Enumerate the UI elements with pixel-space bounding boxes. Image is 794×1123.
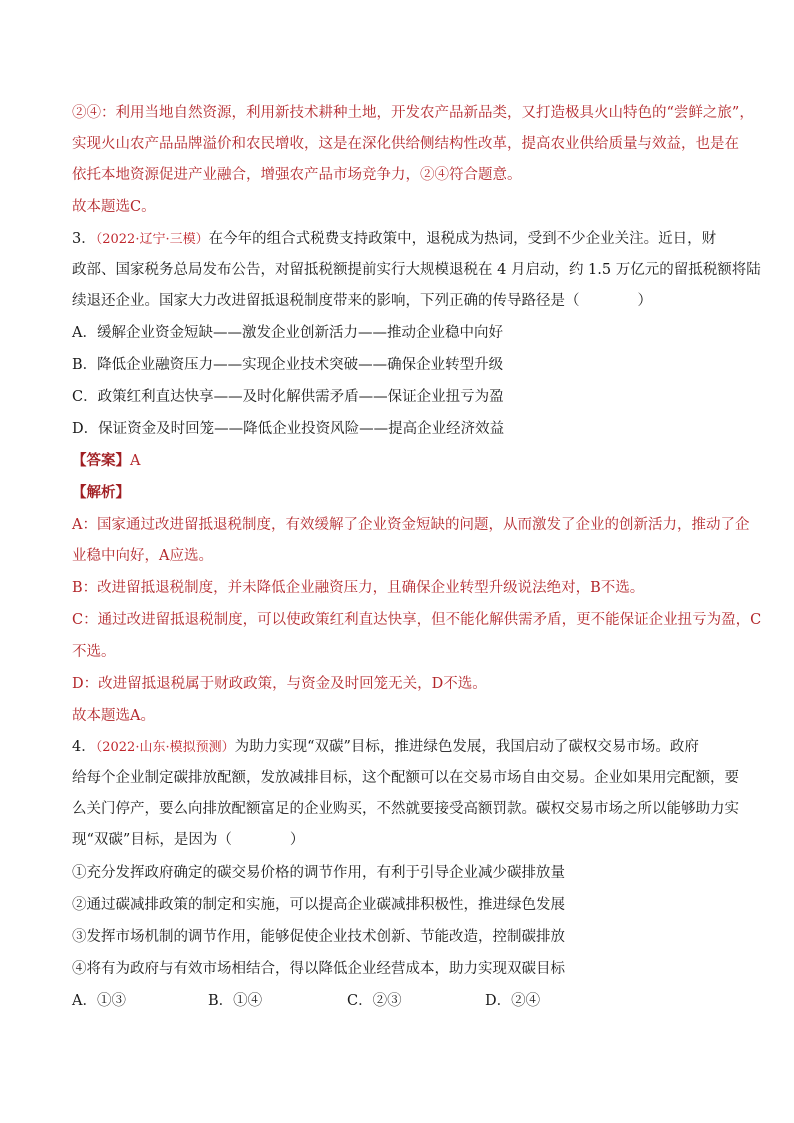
q4-stem-line-2: 给每个企业制定碳排放配额，发放减排目标，这个配额可以在交易市场自由交易。企业如果用完配额，要 — [72, 770, 739, 786]
q3-analysis-b: B：改进留抵退税制度，并未降低企业融资压力，且确保企业转型升级说法绝对，B不选。 — [72, 580, 645, 596]
q4-statement-4: ④将有为政府与有效市场相结合，得以降低企业经营成本，助力实现双碳目标 — [72, 961, 565, 977]
q3-option-a: A．缓解企业资金短缺——激发企业创新活力——推动企业稳中向好 — [72, 325, 503, 341]
q3-analysis-d: D：改进留抵退税属于财政政策，与资金及时回笼无关，D不选。 — [72, 676, 487, 692]
q3-option-b: B．降低企业融资压力——实现企业技术突破——确保企业转型升级 — [72, 357, 504, 373]
prev-analysis-line-2: 实现火山农产品品牌溢价和农民增收，这是在深化供给侧结构性改革，提高农业供给质量与效益，也是在 — [72, 136, 739, 152]
q4-stem-line-1 — [72, 736, 699, 759]
q4-source: （2022·山东·模拟预测） — [95, 740, 235, 755]
prev-analysis-line-3: 依托本地资源促进产业融合，增强农产品市场竞争力，②④符合题意。 — [72, 167, 522, 183]
prev-analysis-line-1: ②④：利用当地自然资源，利用新技术耕种土地，开发农产品新品类，又打造极具火山特色的“尝鲜之旅”， — [72, 105, 754, 121]
q4-option-d: D．②④ — [485, 993, 541, 1009]
q3-stem-text: 在今年的组合式税费支持政策中，退税成为热词，受到不少企业关注。近日，财 — [208, 231, 717, 247]
answer-value: A — [130, 453, 141, 469]
q4-option-c: C．②③ — [347, 993, 402, 1009]
q3-number: 3． — [72, 231, 96, 247]
q3-stem-line-2: 政部、国家税务总局发布公告，对留抵税额提前实行大规模退税在 4 月启动，约 1.5 万亿元的留抵税额将陆 — [72, 262, 761, 278]
answer-label: 【答案】 — [72, 452, 130, 469]
q3-stem-line-1 — [72, 228, 716, 251]
q4-option-b: B．①④ — [208, 993, 263, 1009]
q3-option-d: D．保证资金及时回笼——降低企业投资风险——提高企业经济效益 — [72, 421, 505, 437]
q4-stem-line-4: 现“双碳”目标，是因为（ ） — [72, 832, 305, 848]
q3-conclusion: 故本题选A。 — [72, 708, 155, 724]
q3-analysis-c-line-2: 不选。 — [72, 644, 116, 660]
q4-statement-3: ③发挥市场机制的调节作用，能够促使企业技术创新、节能改造，控制碳排放 — [72, 929, 565, 945]
q3-option-c: C．政策红利直达快享——及时化解供需矛盾——保证企业扭亏为盈 — [72, 389, 504, 405]
q4-stem-line-3: 么关门停产，要么向排放配额富足的企业购买，不然就要接受高额罚款。碳权交易市场之所以能够助力实 — [72, 801, 739, 817]
q3-stem-line-3: 续退还企业。国家大力改进留抵退税制度带来的影响，下列正确的传导路径是（ ） — [72, 293, 652, 309]
q3-analysis-c-line-1: C：通过改进留抵退税制度，可以使政策红利直达快享，但不能化解供需矛盾，更不能保证企业扭亏为盈，C — [72, 612, 762, 628]
q4-option-a: A．①③ — [72, 993, 126, 1009]
q4-statement-1: ①充分发挥政府确定的碳交易价格的调节作用，有利于引导企业减少碳排放量 — [72, 865, 565, 881]
q4-number: 4． — [72, 739, 96, 755]
q4-stem-text: 为助力实现“双碳”目标，推进绿色发展，我国启动了碳权交易市场。政府 — [234, 739, 699, 755]
analysis-label: 【解析】 — [72, 484, 130, 501]
q3-analysis-a-line-2: 业稳中向好，A应选。 — [72, 548, 213, 564]
q3-analysis-a-line-1: A：国家通过改进留抵退税制度，有效缓解了企业资金短缺的问题，从而激发了企业的创新活力，推动了企 — [72, 517, 750, 533]
q3-source: （2022·辽宁·三模） — [95, 232, 209, 247]
q4-statement-2: ②通过碳减排政策的制定和实施，可以提高企业碳减排积极性，推进绿色发展 — [72, 897, 565, 913]
prev-conclusion: 故本题选C。 — [72, 199, 156, 215]
q3-answer — [72, 450, 140, 472]
